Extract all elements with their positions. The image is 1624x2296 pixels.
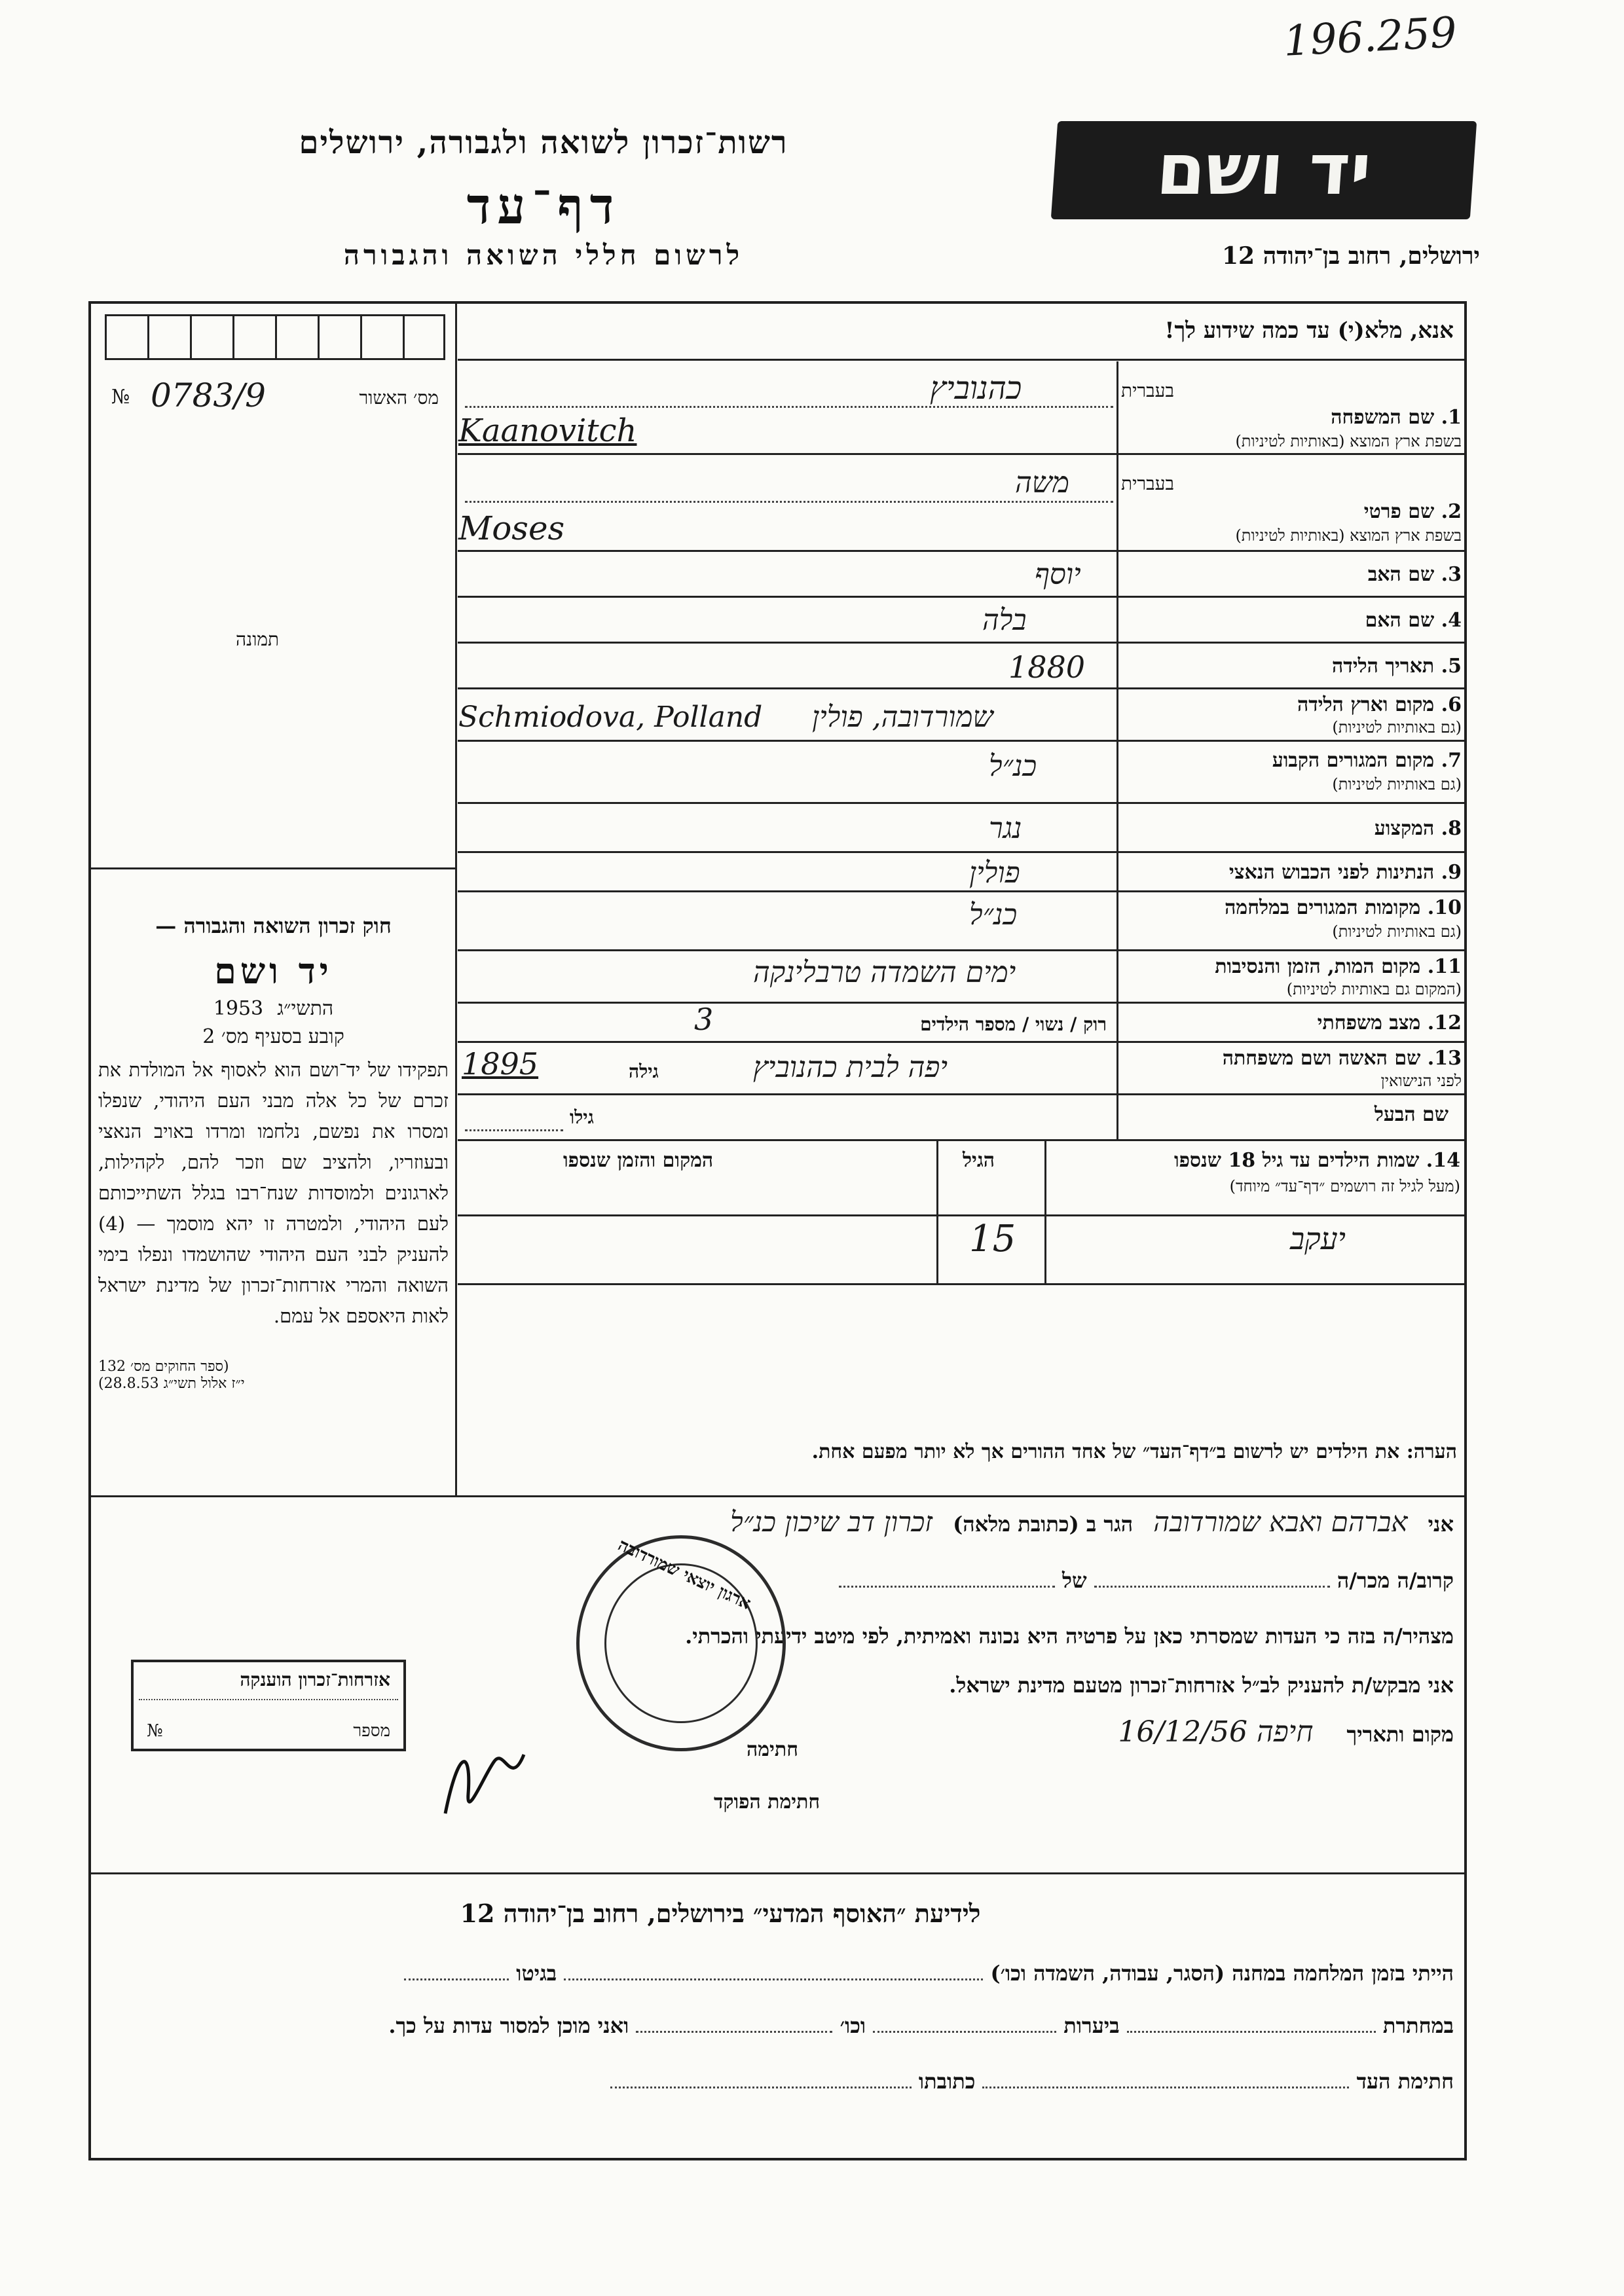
declarant-address: זכרון דב שיכון כנ״ל [730, 1506, 932, 1538]
declaration-statement: מצהיר/ה בזה כי העדות שמסרתי כאן על פרטיה היא נכונה ואמיתית, לפי מיטב ידיעתי והכרתי. [685, 1624, 1454, 1649]
occupation: נגר [989, 812, 1022, 845]
signature-label: חתימה [747, 1738, 798, 1761]
decl-relative-label: קרוב/ה מכר/ה [1337, 1568, 1454, 1593]
family-name-latin: Kaanovitch [458, 412, 637, 449]
footer-rule [91, 1872, 1464, 1874]
field-first-name [1121, 460, 1462, 548]
row-rule [458, 596, 1464, 598]
approval-row [98, 376, 452, 416]
field-wartime-residence [1121, 894, 1462, 946]
marital-options: רוק / נשוי / מספר הילדים [920, 1013, 1107, 1035]
approval-number-sign: № [111, 386, 130, 409]
row-rule [458, 550, 1464, 552]
column-divider [455, 304, 457, 1495]
row-rule [458, 890, 1464, 892]
husband-age-line [465, 1129, 563, 1131]
field-2-lang: בעברית [1121, 473, 1175, 494]
note-rule [91, 1495, 1464, 1497]
row-rule [458, 802, 1464, 804]
field-7-label: 7. מקום המגורים הקבוע [1272, 749, 1462, 772]
official-signature-label: חתימת הפוקד [714, 1791, 821, 1813]
witness-signature-label: חתימת העד [1356, 2069, 1454, 2094]
footer-willing: ואני מוכן למסור עדות על כך. [388, 2013, 629, 2038]
form-subtitle: לרשום חללי השואה והגבורה [343, 239, 744, 271]
declarant-name: אברהם ואבא שמורדובה [1153, 1506, 1408, 1538]
husband-age-label: גילו [570, 1106, 594, 1128]
field-11-sub: (המקום גם באותיות לטיניות) [1286, 980, 1462, 998]
children-col-place: המקום והזמן שנספו [563, 1149, 714, 1172]
organization-stamp [576, 1535, 786, 1751]
decl-address-label: הגר ב (כתובת מלאה) [953, 1512, 1134, 1537]
row-rule [458, 1002, 1464, 1004]
handwritten-signature [432, 1735, 537, 1827]
field-husband-label: שם הבעל [1374, 1103, 1449, 1126]
family-name-hebrew: כהנוביץ [930, 370, 1022, 407]
field-12-label: 12. מצב משפחתי [1317, 1011, 1462, 1034]
nationality: פולין [969, 856, 1020, 890]
field-11-label: 11. מקום המות, הזמן והנסיבות [1215, 955, 1462, 978]
law-text: תפקידו של יד־ושם הוא לאסוף אל המולדת את זכרם של כל אלה מבני העם היהודי, שנפלו ומסרו את נפשם, נלחמו ומרדו באויב הנאצי ובעוזריו, ולהציב שם וזכר להם, לקהילות, לארגונים ולמוסדות שנח־רבו בגלל השתייכותם לעם היהודי, ולמטרה זו יהא מוסמך — (4) להעניק לבני העם היהודי שהושמדו ונפלו בימי השואה והמרי אזרחות־זכרון של מדינת ישראל לאות היאספם אל עמם. [98, 1059, 449, 1327]
residence: כנ״ל [989, 750, 1037, 783]
field-10-label: 10. מקומות המגורים במלחמה [1225, 896, 1462, 919]
wife-age-label: גילה [629, 1061, 659, 1082]
citizenship-number-sign: № [147, 1721, 163, 1741]
birthplace-latin: Schmiodova, Polland [458, 701, 763, 734]
field-13-sub: לפני הנישואין [1380, 1072, 1462, 1090]
approval-number: 0783/9 [151, 376, 266, 414]
children-col-names [1051, 1149, 1460, 1196]
field-6-label: 6. מקום וארץ הלידה [1297, 693, 1462, 716]
footer-ghetto: בגיטו [516, 1961, 557, 1986]
row-rule [458, 687, 1464, 689]
law-year-he: התשי״ג [277, 997, 334, 1020]
instruction-rule [458, 359, 1464, 361]
children-col-names-sub: (מעל לגיל זה רושמים ״דף־עד״ מיוחד) [1229, 1177, 1460, 1195]
field-1-sub: בשפת ארץ המוצא (באותיות לטיניות) [1235, 432, 1462, 450]
law-source: (ספר החוקים מס׳ 132 [98, 1358, 229, 1375]
declaration-request: אני מבקש/ת להעניק לב״ל אזרחות־זכרון מטעם מדינת ישראל. [949, 1673, 1454, 1698]
field-6-sub: (גם באותיות לטיניות) [1332, 718, 1462, 737]
field-wife [1121, 1044, 1462, 1093]
field-2-label: 2. שם פרטי [1363, 500, 1462, 523]
birthplace-hebrew: שמורדובה, פולין [812, 701, 993, 734]
law-year: 1953 [213, 997, 264, 1020]
archive-number: 196.259 [1282, 9, 1458, 66]
footer-line-3 [131, 2069, 1454, 2094]
law-section: קובע בסעיף מס׳ 2 [202, 1025, 344, 1048]
law-source-date: י״ז אלול תשי״ג 28.8.53) [98, 1376, 245, 1392]
label-divider [1116, 361, 1118, 1139]
citizenship-title: אזרחות־זכרון הוענקה [240, 1669, 390, 1690]
field-4-label: 4. שם האם [1365, 609, 1462, 632]
field-7-sub: (גם באותיות לטיניות) [1332, 775, 1462, 793]
law-title: חוק זכרון השואה והגבורה — [155, 913, 392, 938]
row-rule [458, 740, 1464, 742]
row-rule [458, 949, 1464, 951]
footer-title: לידיעת ״האוסף המדעי״ בירושלים, רחוב בן־יהודה 12 [460, 1899, 981, 1928]
children-count: 3 [694, 1002, 714, 1037]
form-title: דף־עד [466, 177, 621, 235]
field-13-label: 13. שם האשה ושם משפחתה [1222, 1047, 1462, 1070]
footer-camp: הייתי בזמן המלחמה במחנה (הסגר, עבודה, השמדה וכו׳) [990, 1961, 1454, 1986]
place-date-label: מקום ותאריך [1346, 1722, 1454, 1747]
death-place: ימים השמדה טרבלינקה [753, 956, 1016, 989]
tick-boxes [105, 314, 445, 360]
logo-text: יד ושם [1154, 129, 1374, 211]
logo [1051, 121, 1477, 219]
photo-label: תמונה [236, 629, 280, 650]
row-rule [458, 1041, 1464, 1043]
law-box [98, 913, 449, 1392]
field-family-name [1121, 367, 1462, 452]
field-3-label: 3. שם האב [1367, 563, 1462, 586]
place-date: חיפה 16/12/56 [1118, 1715, 1314, 1749]
field-10-sub: (גם באותיות לטיניות) [1332, 922, 1462, 941]
footer-underground: במחתרת [1382, 2013, 1454, 2038]
row-rule [458, 1093, 1464, 1095]
field-8-label: 8. המקצוע [1374, 817, 1462, 840]
birth-date: 1880 [1008, 649, 1086, 685]
decl-of-label: של [1061, 1568, 1087, 1593]
citizenship-box [131, 1660, 406, 1751]
field-1-label: 1. שם המשפחה [1331, 406, 1462, 429]
row-rule [458, 1139, 1464, 1141]
logo-address: ירושלים, רחוב בן־יהודה 12 [1221, 242, 1480, 270]
first-name-latin: Moses [458, 509, 565, 547]
field-birthplace [1121, 691, 1462, 740]
citizenship-number-label: מספר [353, 1721, 390, 1741]
children-col-divider [936, 1139, 938, 1283]
witness-address-label: כתובתו [918, 2069, 976, 2094]
footer-line-1 [131, 1961, 1454, 1986]
instruction: אנא, מלא(י) עד כמה שידוע לך! [1164, 318, 1454, 344]
law-box-top [91, 867, 455, 869]
first-name-hebrew: משה [1015, 466, 1070, 500]
wartime-residence: כנ״ל [969, 898, 1018, 932]
row-subrule [465, 501, 1113, 503]
child-age: 15 [969, 1218, 1016, 1260]
law-logo: יד ושם [214, 950, 333, 992]
children-col-names-label: 14. שמות הילדים עד גיל 18 שנספו [1173, 1149, 1460, 1172]
footer-etc: וכו׳ [840, 2013, 866, 2038]
father-name: יוסף [1035, 558, 1081, 591]
children-col-divider [1044, 1139, 1046, 1283]
children-header-rule [458, 1214, 1464, 1216]
note: הערה: את הילדים יש לרשום ב״דף־העד״ של אחד ההורים אך לא יותר מפעם אחת. [811, 1440, 1457, 1463]
field-9-label: 9. הנתינות לפני הכבוש הנאצי [1228, 861, 1462, 884]
field-residence [1121, 746, 1462, 799]
field-1-lang: בעברית [1121, 380, 1175, 401]
footer-line-2 [131, 2013, 1454, 2038]
mother-name: בלה [982, 604, 1027, 637]
stamp-text: ארגון יוצאי שמורדובה [614, 1535, 754, 1614]
child-name: יעקב [1290, 1221, 1346, 1256]
row-rule [458, 642, 1464, 644]
footer-forests: ביערות [1063, 2013, 1120, 2038]
wife-name: יפה לבית כהנוביץ [753, 1051, 948, 1084]
field-2-sub: בשפת ארץ המוצא (באותיות לטיניות) [1235, 526, 1462, 545]
field-5-label: 5. תאריך הלידה [1332, 655, 1462, 678]
row-rule [458, 851, 1464, 853]
row-rule [458, 453, 1464, 455]
place-date-line [720, 1715, 1454, 1749]
children-bottom-rule [458, 1283, 1464, 1285]
approval-label: מס׳ האשור [359, 387, 439, 409]
children-col-age: הגיל [963, 1149, 995, 1172]
wife-age: 1895 [462, 1046, 539, 1082]
decl-i-label: אני [1428, 1512, 1454, 1537]
org-name: רשות־זכרון לשואה ולגבורה, ירושלים [299, 124, 788, 161]
field-death [1121, 953, 1462, 1002]
